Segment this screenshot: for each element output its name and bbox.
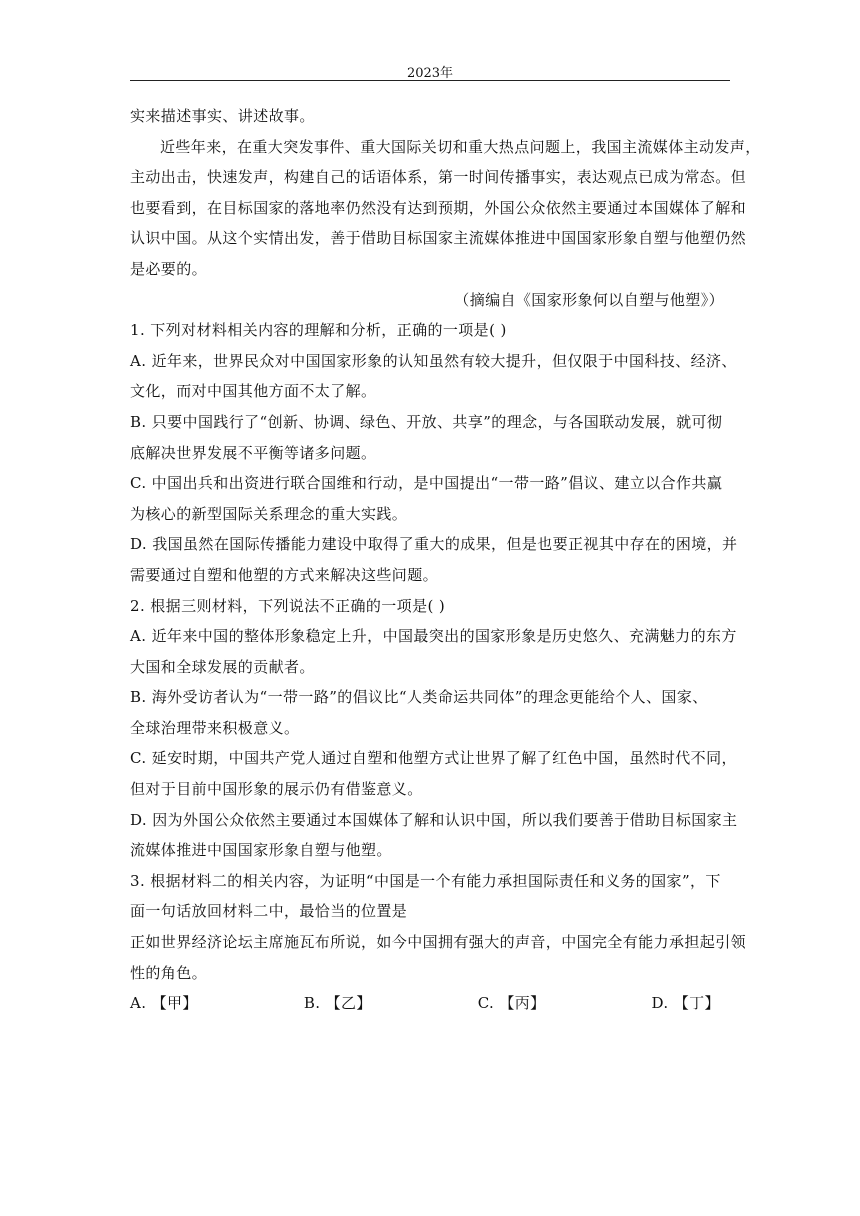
passage-source: （摘编自《国家形象何以自塑与他塑》） <box>454 290 724 309</box>
question-1-option-a: A. 近年来，世界民众对中国国家形象的认知虽然有较大提升，但仅限于中国科技、经济、 <box>130 351 737 370</box>
question-1-option-a-cont: 文化，而对中国其他方面不太了解。 <box>130 382 377 401</box>
question-1-option-b: B. 只要中国践行了“创新、协调、绿色、开放、共享”的理念，与各国联动发展，就可彻 <box>130 412 723 431</box>
passage-line: 主动出击，快速发声，构建自己的话语体系，第一时间传播事实，表达观点已成为常态。但 <box>130 168 747 187</box>
question-2-option-c: C. 延安时期，中国共产党人通过自塑和他塑方式让世界了解了红色中国，虽然时代不同， <box>130 749 737 768</box>
passage-line: 也要看到，在目标国家的落地率仍然没有达到预期，外国公众依然主要通过本国媒体了解和 <box>130 198 747 217</box>
passage-line: 是必要的。 <box>130 259 208 278</box>
question-1-option-b-cont: 底解决世界发展不平衡等诸多问题。 <box>130 443 377 462</box>
passage-line: 认识中国。从这个实情出发，善于借助目标国家主流媒体推进中国国家形象自塑与他塑仍然 <box>130 229 747 248</box>
question-3-option-d: D. 【丁】 <box>651 994 720 1013</box>
question-3-stem-cont: 面一句话放回材料二中，最恰当的位置是 <box>130 902 408 921</box>
question-3-option-c: C. 【丙】 <box>477 994 546 1013</box>
passage-line: 近些年来，在重大突发事件、重大国际关切和重大热点问题上，我国主流媒体主动发声， <box>160 137 761 156</box>
question-2-option-b-cont: 全球治理带来积极意义。 <box>130 718 300 737</box>
question-3-quote-cont: 性的角色。 <box>130 963 208 982</box>
question-1-option-d: D. 我国虽然在国际传播能力建设中取得了重大的成果，但是也要正视其中存在的困境，并 <box>130 535 738 554</box>
question-2-option-a-cont: 大国和全球发展的贡献者。 <box>130 657 315 676</box>
question-2-option-d-cont: 流媒体推进中国国家形象自塑与他塑。 <box>130 841 392 860</box>
passage-line: 实来描述事实、讲述故事。 <box>130 107 315 125</box>
question-2-option-b: B. 海外受访者认为“一带一路”的倡议比“人类命运共同体”的理念更能给个人、国家、 <box>130 688 708 707</box>
question-3-option-b: B. 【乙】 <box>303 994 372 1013</box>
question-3-options <box>130 988 730 1019</box>
question-1-option-d-cont: 需要通过自塑和他塑的方式来解决这些问题。 <box>130 565 439 584</box>
document-body <box>130 101 761 1019</box>
header-rule <box>130 80 730 81</box>
question-2-option-d: D. 因为外国公众依然主要通过本国媒体了解和认识中国，所以我们要善于借助目标国家主 <box>130 810 738 829</box>
question-2-option-a: A. 近年来中国的整体形象稳定上升，中国最突出的国家形象是历史悠久、充满魅力的东方 <box>130 627 737 646</box>
question-1-option-c-cont: 为核心的新型国际关系理念的重大实践。 <box>130 504 408 523</box>
question-3-option-a: A. 【甲】 <box>130 994 198 1013</box>
question-3-quote: 正如世界经济论坛主席施瓦布所说，如今中国拥有强大的声音，中国完全有能力承担起引领 <box>130 933 747 952</box>
question-1-option-c: C. 中国出兵和出资进行联合国维和行动，是中国提出“一带一路”倡议、建立以合作共赢 <box>130 474 723 493</box>
page-header-year: 2023年 <box>406 66 454 81</box>
question-1-stem: 1. 下列对材料相关内容的理解和分析，正确的一项是( ) <box>130 321 507 340</box>
question-3-stem: 3. 根据材料二的相关内容，为证明“中国是一个有能力承担国际责任和义务的国家”，下 <box>130 871 721 890</box>
question-2-option-c-cont: 但对于目前中国形象的展示仍有借鉴意义。 <box>130 780 423 799</box>
question-2-stem: 2. 根据三则材料，下列说法不正确的一项是( ) <box>130 596 446 615</box>
